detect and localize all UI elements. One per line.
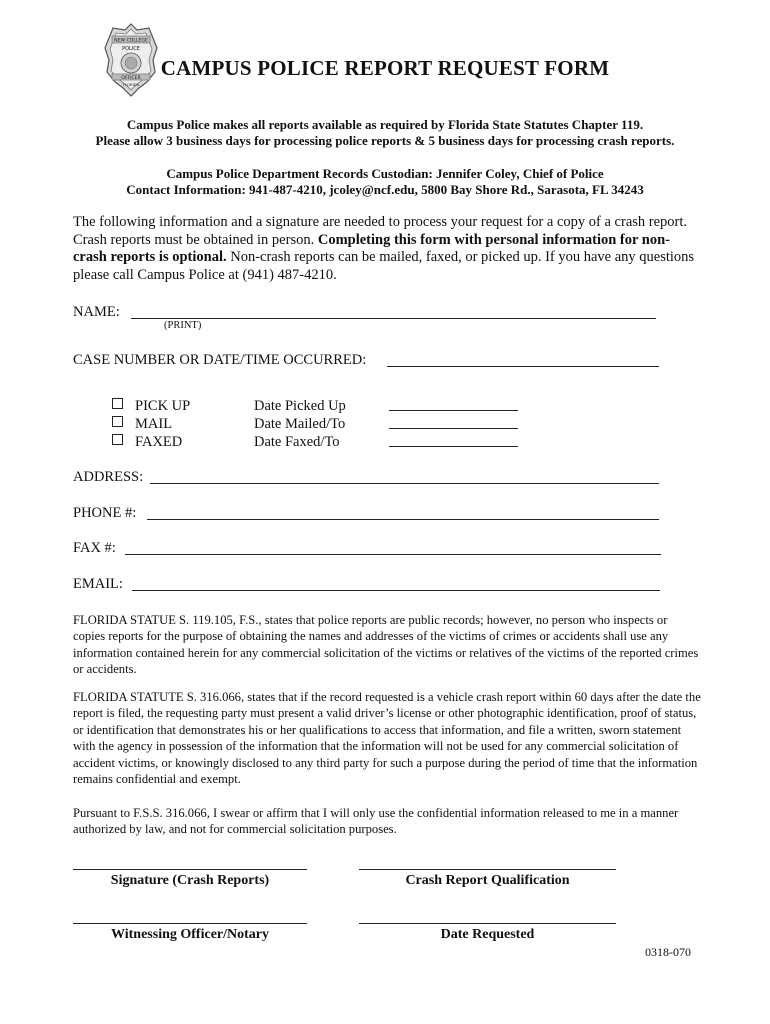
date-faxed-field[interactable]	[389, 446, 518, 447]
name-label: NAME:	[73, 304, 120, 320]
intro-text-1: The following information and a signature are needed to process your request for a copy of a crash report. Crash reports must be obtained in person.	[73, 214, 688, 248]
mail-checkbox[interactable]	[112, 416, 123, 427]
date-mailed-label: Date Mailed/To	[254, 416, 346, 432]
address-label: ADDRESS:	[73, 469, 144, 485]
name-field[interactable]	[131, 318, 656, 319]
badge-middle-text: POLICE	[122, 46, 140, 52]
intro-text-2: Non-crash reports can be mailed, faxed, or picked up. If you have any questions please call Campus Police at (941) 487-4210.	[73, 249, 695, 283]
badge-bottom-text: FLORIDA	[122, 82, 140, 87]
fax-field[interactable]	[125, 554, 661, 555]
badge-top-text: NEW COLLEGE	[114, 38, 148, 44]
pick-up-checkbox[interactable]	[112, 398, 123, 409]
option-mail[interactable]	[112, 415, 172, 433]
phone-label: PHONE #:	[73, 505, 137, 521]
email-field[interactable]	[132, 590, 660, 591]
case-number-field[interactable]	[387, 366, 659, 367]
statute-316-paragraph: FLORIDA STATUTE S. 316.066, states that if the record requested is a vehicle crash report within 60 days after the date the report is filed, the requesting party must present a valid driver’s license or other photographic identification, proof of status, or identification that demonstrates his or her qualifications to access that information, and file a written, sworn statement with the agency in possession of the information that the information will not be used for any commercial solicitation of accident victims, or knowingly disclosed to any third party for such a purpose during the period of time that the information remains confidential and exempt.	[73, 690, 701, 787]
crash-qualification-field[interactable]	[359, 869, 616, 870]
option-faxed[interactable]	[112, 433, 182, 451]
statute-notice-line1: Campus Police makes all reports available as required by Florida State Statutes Chapter 119.	[126, 117, 644, 132]
date-mailed-field[interactable]	[389, 428, 518, 429]
form-number: 0318-070	[645, 945, 691, 959]
witnessing-officer-label: Witnessing Officer/Notary	[111, 927, 269, 942]
faxed-checkbox[interactable]	[112, 434, 123, 445]
faxed-label: FAXED	[135, 434, 183, 450]
pick-up-label: PICK UP	[135, 398, 191, 414]
address-field[interactable]	[150, 483, 659, 484]
signature-crash-label: Signature (Crash Reports)	[110, 873, 270, 888]
date-requested-label: Date Requested	[440, 927, 535, 942]
badge-lower-text: OFFICER	[121, 75, 141, 81]
intro-optional-notice: Completing this form with personal information for non-crash reports is optional.	[73, 231, 671, 265]
witnessing-officer-field[interactable]	[73, 923, 307, 924]
option-pick-up[interactable]	[112, 397, 190, 415]
print-note: (PRINT)	[164, 320, 202, 331]
records-custodian: Campus Police Department Records Custodian: Jennifer Coley, Chief of Police	[166, 166, 604, 181]
statute-119-paragraph: FLORIDA STATUE S. 119.105, F.S., states that police reports are public records; however, no person who inspects or copies reports for the purpose of obtaining the names and addresses of the victims of crimes or accidents shall use any information contained herein for any commercial solicitation of the victims or relatives of the victims of the reported crimes or accidents.	[73, 613, 699, 677]
fax-label: FAX #:	[73, 540, 116, 556]
crash-qualification-label: Crash Report Qualification	[405, 873, 570, 888]
date-picked-up-label: Date Picked Up	[254, 398, 346, 414]
contact-information: Contact Information: 941-487-4210, jcoley@ncf.edu, 5800 Bay Shore Rd., Sarasota, FL 34243	[126, 182, 644, 197]
affirmation-paragraph: Pursuant to F.S.S. 316.066, I swear or affirm that I will only use the confidential information released to me in a manner authorized by law, and not for commercial solicitation purposes.	[73, 806, 679, 837]
page-title: CAMPUS POLICE REPORT REQUEST FORM	[160, 56, 610, 80]
date-picked-up-field[interactable]	[389, 410, 518, 411]
date-requested-field[interactable]	[359, 923, 616, 924]
email-label: EMAIL:	[73, 576, 123, 592]
mail-label: MAIL	[135, 416, 173, 432]
phone-field[interactable]	[147, 519, 659, 520]
case-number-label: CASE NUMBER OR DATE/TIME OCCURRED:	[73, 352, 367, 368]
intro-paragraph	[73, 214, 703, 284]
date-faxed-label: Date Faxed/To	[254, 434, 340, 450]
processing-time-notice: Please allow 3 business days for processing police reports & 5 business days for processing crash reports.	[95, 133, 675, 148]
signature-crash-field[interactable]	[73, 869, 307, 870]
